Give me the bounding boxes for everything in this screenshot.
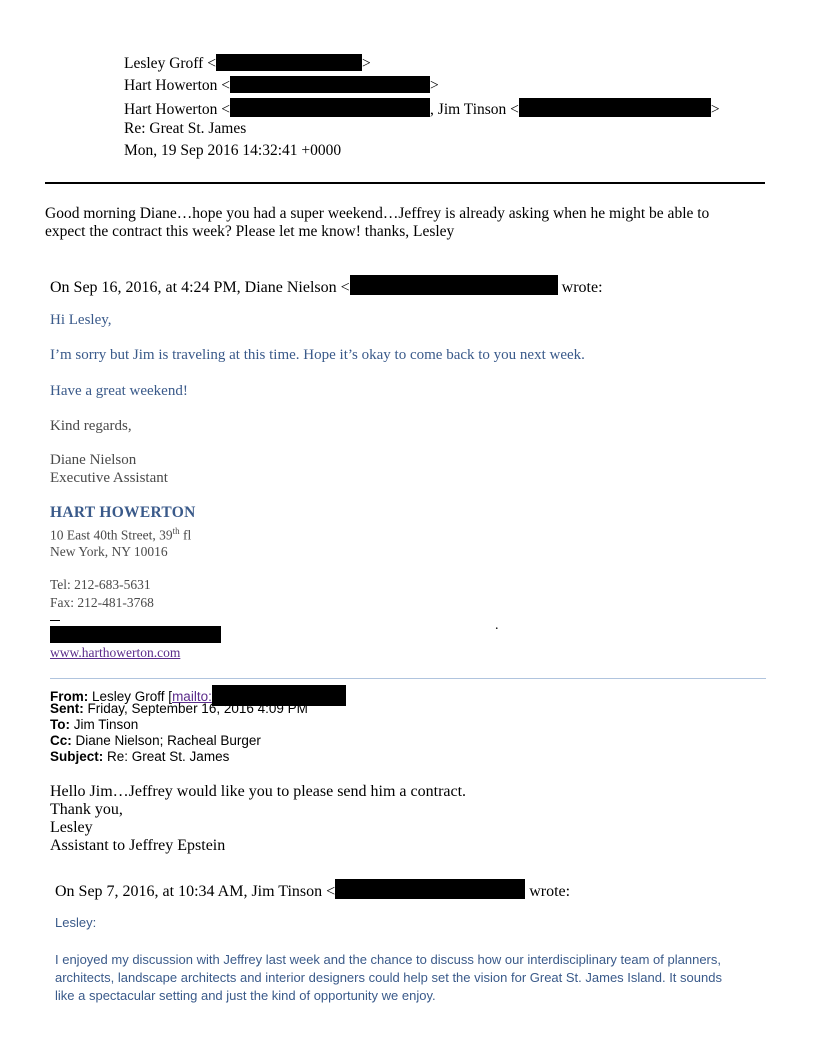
from-value: Lesley Groff < >	[124, 55, 371, 72]
redaction-block	[50, 626, 221, 643]
fwd-sent-row	[50, 701, 308, 717]
fwd-to-row	[50, 717, 138, 733]
company-address-line2: New York, NY 10016	[50, 544, 168, 559]
redaction-block	[350, 275, 558, 295]
fwd-subject-row	[50, 749, 229, 765]
quote2-body-line: architects, landscape architects and interior designers could help set the vision for Great St. James Island. It sounds	[55, 970, 722, 985]
subject-value: Re: Great St. James	[124, 120, 247, 137]
fwd-subject-value: Re: Great St. James	[107, 749, 230, 764]
fwd-body-line: Assistant to Jeffrey Epstein	[50, 837, 226, 854]
header-divider	[45, 182, 765, 184]
fwd-body	[50, 783, 466, 855]
fwd-cc-value: Diane Nielson; Racheal Burger	[75, 733, 261, 748]
fwd-body-line: Thank you,	[50, 801, 123, 818]
quote2-body	[55, 951, 722, 1005]
date-value: Mon, 19 Sep 2016 14:32:41 +0000	[124, 142, 342, 159]
redaction-block	[230, 76, 430, 93]
fwd-to-value: Jim Tinson	[73, 717, 139, 732]
signature-title: Executive Assistant	[50, 470, 168, 486]
signature-name: Diane Nielson	[50, 452, 137, 468]
message-body	[45, 205, 775, 241]
redaction-block	[519, 98, 711, 117]
to-value: Hart Howerton < >	[124, 77, 439, 94]
fwd-body-line: Hello Jim…Jeffrey would like you to please send him a contract.	[50, 783, 467, 800]
fwd-body-line: Lesley	[50, 819, 93, 836]
quote2-body-line: I enjoyed my discussion with Jeffrey last week and the chance to discuss how our interdisciplinary team of planners,	[55, 952, 721, 967]
company-address-line1: 10 East 40th Street, 39th fl	[50, 526, 192, 543]
fwd-from-label: From:	[50, 689, 89, 704]
stray-dot: .	[495, 618, 499, 633]
forward-separator	[50, 678, 766, 679]
quote2-intro: On Sep 7, 2016, at 10:34 AM, Jim Tinson < wrote:	[55, 879, 570, 901]
quote-body: I’m sorry but Jim is traveling at this time. Hope it’s okay to come back to you next week.	[50, 347, 585, 363]
cc-value: Hart Howerton < , Jim Tinson < >	[124, 98, 720, 119]
fwd-subject-label: Subject:	[50, 749, 104, 764]
redaction-block	[216, 54, 362, 71]
underscore-mark	[50, 620, 60, 621]
quote-greeting: Hi Lesley,	[50, 312, 112, 328]
quote2-body-line: like a spectacular setting and just the kind of opportunity we enjoy.	[55, 988, 436, 1003]
fwd-sent-label: Sent:	[50, 701, 84, 716]
company-fax: Fax: 212-481-3768	[50, 595, 154, 610]
fwd-to-label: To:	[50, 717, 70, 732]
company-name: HART HOWERTON	[50, 504, 196, 521]
quote2-greeting: Lesley:	[55, 915, 97, 930]
fwd-sent-value: Friday, September 16, 2016 4:09 PM	[87, 701, 308, 716]
message-line: expect the contract this week? Please let me know! thanks, Lesley	[45, 223, 455, 240]
mailto-link[interactable]: mailto:	[172, 689, 212, 704]
message-line: Good morning Diane…hope you had a super weekend…Jeffrey is already asking when he might be able to	[45, 205, 710, 222]
fwd-from-value: Lesley Groff [	[92, 689, 173, 704]
fwd-cc-label: Cc:	[50, 733, 72, 748]
redaction-block	[335, 879, 525, 899]
quote-regards: Kind regards,	[50, 418, 132, 434]
company-tel: Tel: 212-683-5631	[50, 577, 151, 592]
website-link[interactable]: www.harthowerton.com	[50, 645, 181, 660]
quote-intro: On Sep 16, 2016, at 4:24 PM, Diane Nielson < wrote:	[50, 275, 603, 297]
fwd-cc-row	[50, 733, 261, 749]
redaction-block	[230, 98, 430, 117]
quote-weekend: Have a great weekend!	[50, 383, 188, 399]
